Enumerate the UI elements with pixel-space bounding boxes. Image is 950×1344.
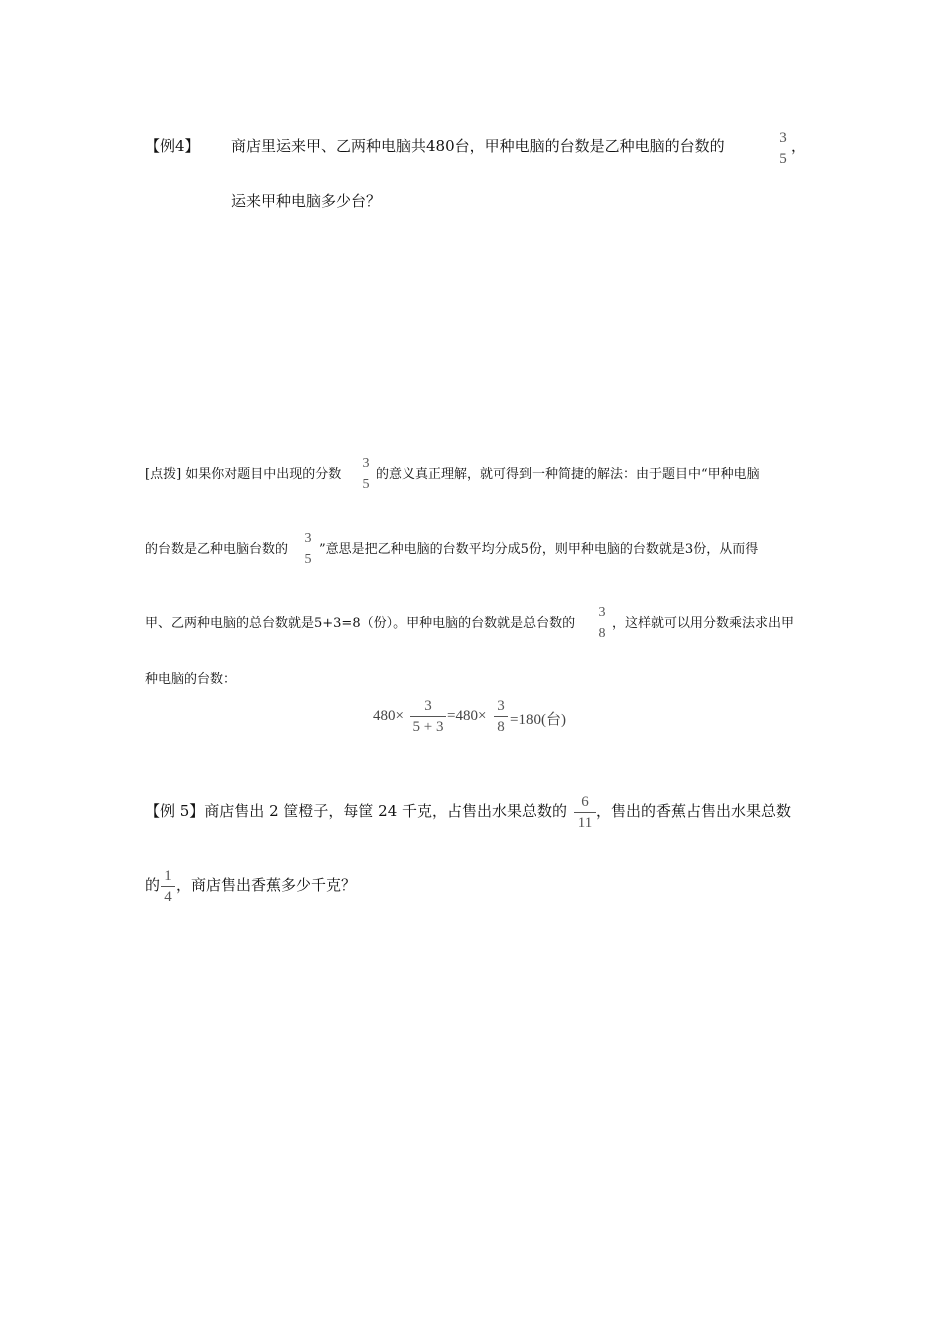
example5-line1b: ，售出的香蕉占售出水果总数 (596, 802, 792, 820)
example5-fraction-2 (161, 868, 175, 905)
example4-question-line2: 运来甲种电脑多少台？ (231, 192, 382, 210)
formula-fraction-1 (410, 698, 446, 735)
hint-line1b: 的意义真正理解，就可得到一种简捷的解法：由于题目中“甲种电脑 (376, 467, 760, 482)
fraction-numerator: 3 (424, 698, 432, 714)
example5-line2a: 的 (145, 876, 161, 894)
hint-line3a: 甲、乙两种电脑的总台数就是5+3=8（份）。甲种电脑的台数就是总台数的 (145, 616, 576, 631)
fraction-numerator: 3 (362, 456, 370, 471)
hint-fraction-3 (592, 605, 612, 642)
example4-label: 【例4】 (145, 137, 200, 155)
example4-comma: ， (791, 137, 807, 155)
hint-line2b: ”意思是把乙种电脑的台数平均分成5份，则甲种电脑的台数就是3份，从而得 (319, 542, 759, 557)
fraction-numerator: 3 (779, 130, 787, 146)
fraction-denominator: 8 (598, 626, 606, 641)
fraction-numerator: 3 (304, 531, 312, 546)
fraction-denominator: 5 (362, 477, 370, 492)
example5-line1a: 【例 5】商店售出 2 筐橙子，每筐 24 千克，占售出水果总数的 (145, 802, 568, 820)
hint-line4: 种电脑的台数： (145, 672, 237, 687)
formula-fraction-2 (494, 698, 508, 735)
fraction-numerator: 3 (598, 605, 606, 620)
fraction-denominator: 5 + 3 (412, 719, 444, 735)
formula-part-c: =180(台) (510, 712, 566, 728)
hint-line1a: [点拨] 如果你对题目中出现的分数 (145, 467, 342, 482)
formula-part-b: =480× (447, 708, 487, 724)
example5-fraction-1 (574, 794, 596, 831)
example4-question-line1: 商店里运来甲、乙两种电脑共480台，甲种电脑的台数是乙种电脑的台数的 (231, 137, 725, 155)
example5-line2b: ，商店售出香蕉多少千克？ (176, 876, 357, 894)
hint-line3b: ，这样就可以用分数乘法求出甲 (612, 616, 795, 631)
fraction-denominator: 5 (779, 151, 787, 167)
hint-fraction-1 (356, 456, 376, 493)
fraction-denominator: 11 (577, 815, 593, 831)
fraction-denominator: 8 (497, 719, 505, 735)
hint-fraction-2 (298, 531, 318, 568)
fraction-denominator: 4 (164, 889, 172, 905)
fraction-numerator: 1 (164, 868, 172, 884)
formula-part-a: 480× (373, 708, 404, 724)
example4-fraction (773, 130, 793, 167)
fraction-numerator: 6 (581, 794, 589, 810)
fraction-denominator: 5 (304, 552, 312, 567)
fraction-numerator: 3 (497, 698, 505, 714)
hint-line2a: 的台数是乙种电脑台数的 (145, 542, 289, 557)
